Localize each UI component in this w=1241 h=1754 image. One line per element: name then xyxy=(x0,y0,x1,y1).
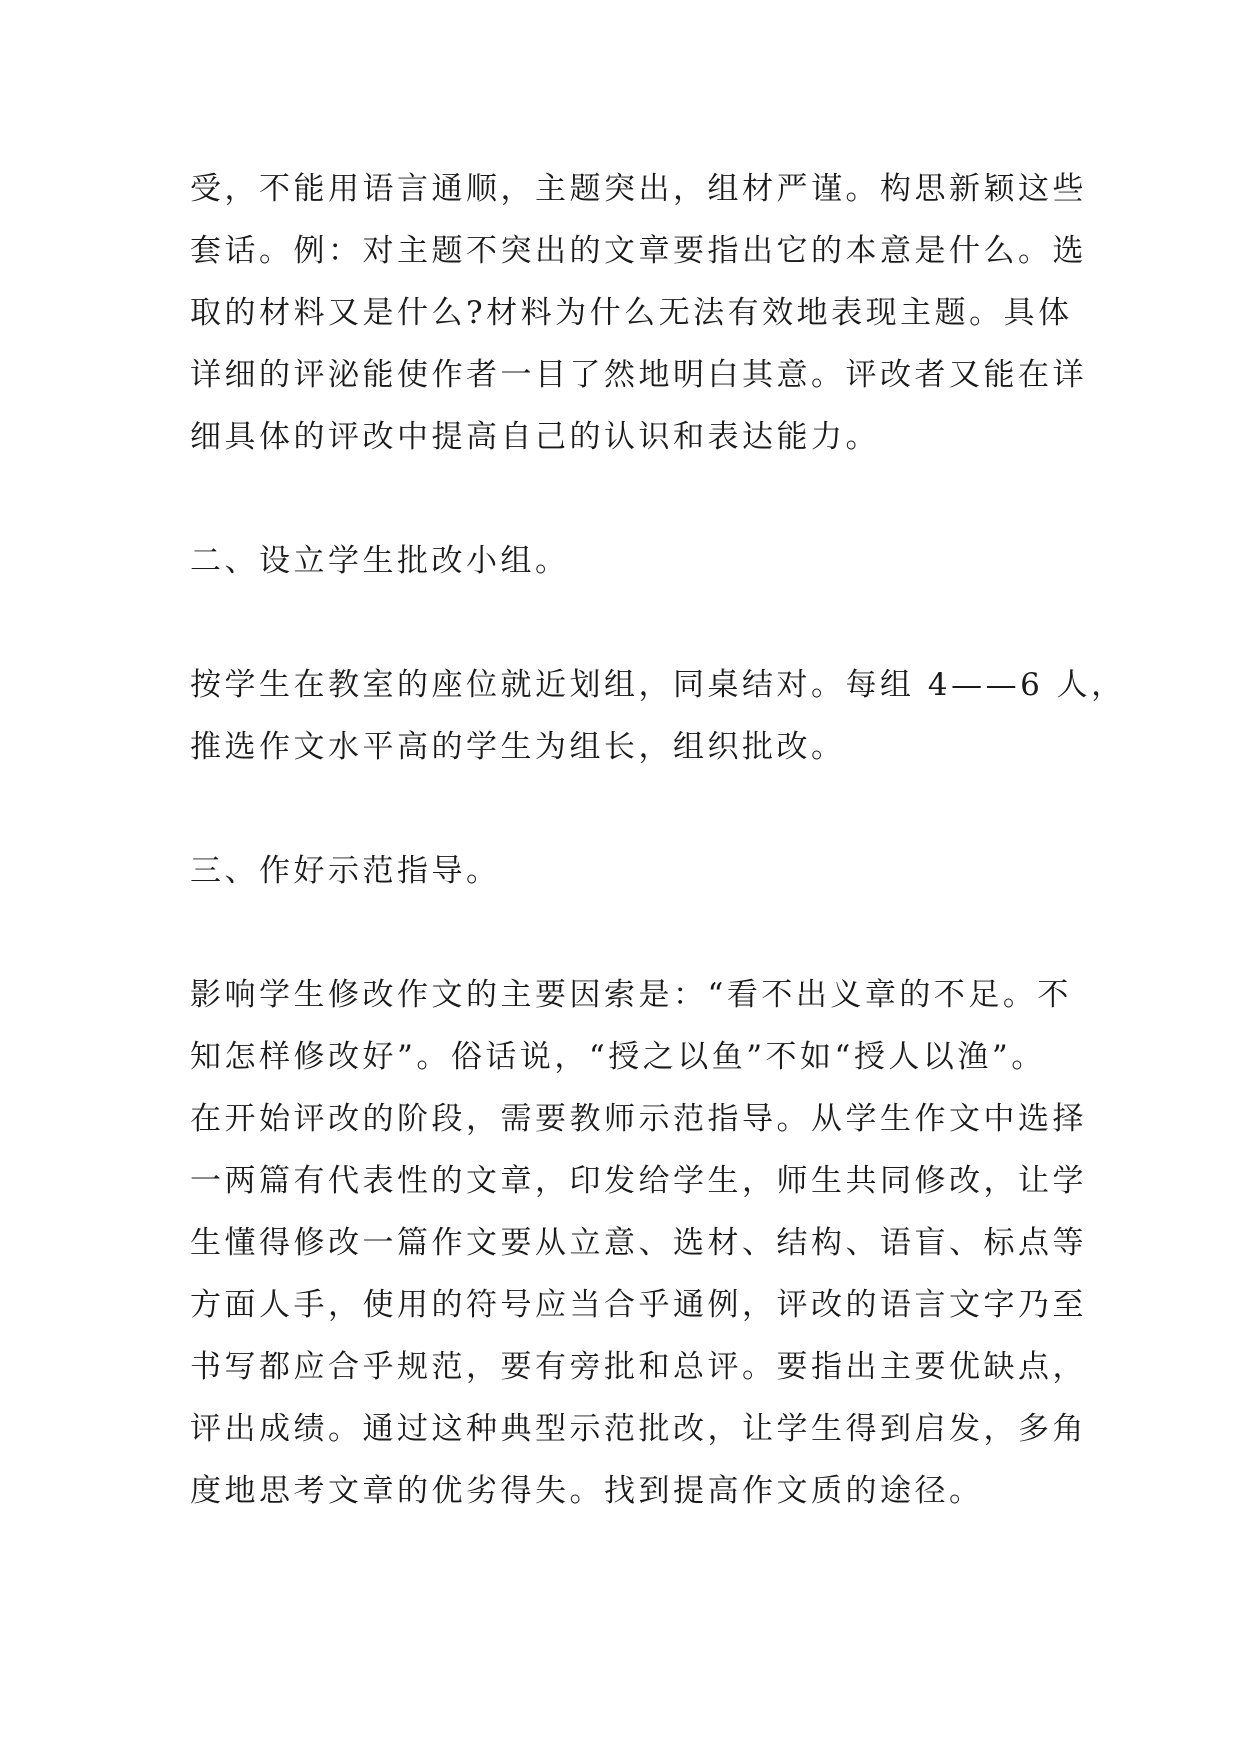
text-line: 在开始评改的阶段，需要教师示范指导。从学生作文中选择 xyxy=(190,1101,1087,1137)
text-line: 方面人手，使用的符号应当合乎通例，评改的语言文字乃至 xyxy=(190,1287,1087,1323)
text-line: 评出成绩。通过这种典型示范批改，让学生得到启发，多角 xyxy=(190,1411,1087,1447)
text-line: 度地思考文章的优劣得失。找到提高作文质的途径。 xyxy=(190,1473,984,1509)
text-line: 套话。例：对主题不突出的文章要指出它的本意是什么。选 xyxy=(190,233,1087,269)
text-line: 细具体的评改中提高自己的认识和表达能力。 xyxy=(190,419,880,455)
text-line: 取的材料又是什么?材料为什么无法有效地表现主题。具体 xyxy=(190,295,1073,331)
text-line: 影响学生修改作文的主要因索是：“看不出义章的不足。不 xyxy=(190,977,1072,1013)
heading-text: 二、设立学生批改小组。 xyxy=(190,543,570,579)
text-line: 知怎样修改好”。俗话说，“授之以鱼”不如“授人以渔”。 xyxy=(190,1039,1046,1075)
paragraph-intro-continued xyxy=(190,158,1087,468)
text-line: 推选作文水平高的学生为组长，组织批改。 xyxy=(190,729,846,765)
heading-text: 三、作好示范指导。 xyxy=(190,853,501,889)
paragraph-demonstration xyxy=(190,964,1087,1522)
text-line: 按学生在教室的座位就近划组，同桌结对。每组 4——6 人， xyxy=(190,667,1126,703)
section-heading-3 xyxy=(190,840,1070,902)
document-body xyxy=(190,158,1126,1584)
text-line: 生懂得修改一篇作文要从立意、选材、结构、语盲、标点等 xyxy=(190,1225,1087,1261)
paragraph-groups xyxy=(190,654,1126,778)
text-line: 书写都应合乎规范，要有旁批和总评。要指出主要优缺点， xyxy=(190,1349,1087,1385)
section-heading-2 xyxy=(190,530,1070,592)
text-line: 一两篇有代表性的文章，印发给学生，师生共同修改，让学 xyxy=(190,1163,1087,1199)
text-line: 受，不能用语言通顺，主题突出，组材严谨。构思新颖这些 xyxy=(190,171,1087,207)
text-line: 详细的评泌能使作者一目了然地明白其意。评改者又能在详 xyxy=(190,357,1087,393)
